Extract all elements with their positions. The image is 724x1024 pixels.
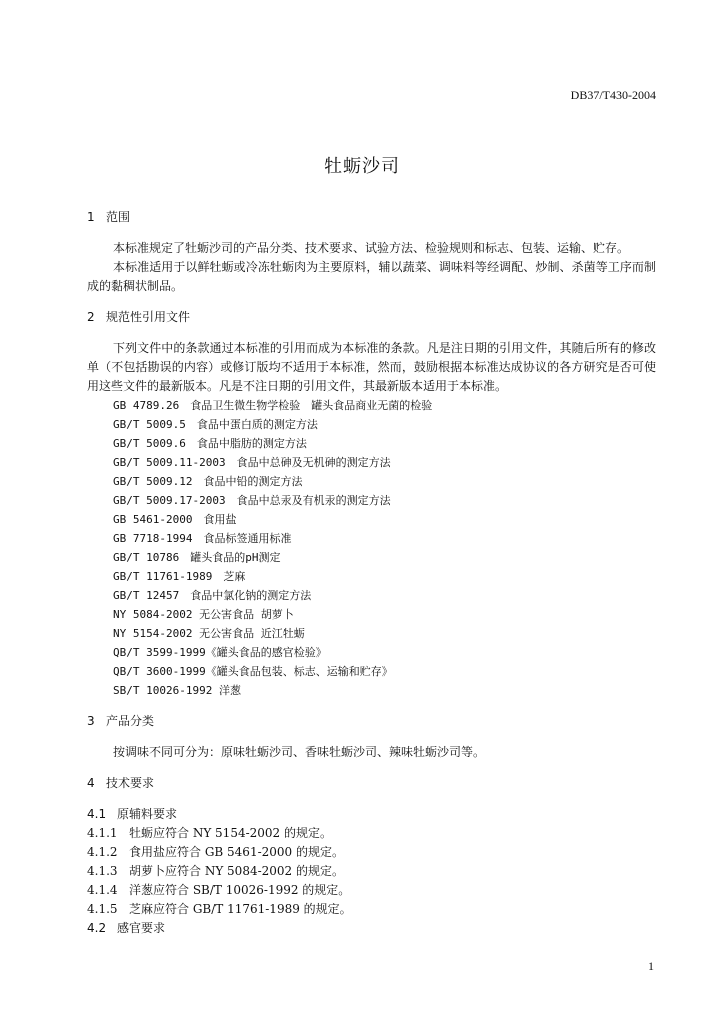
reference-item: GB/T 10786 罐头食品的pH测定 xyxy=(113,551,281,564)
reference-item: GB/T 5009.5 食品中蛋白质的测定方法 xyxy=(113,418,318,431)
paragraph: 下列文件中的条款通过本标准的引用而成为本标准的条款。凡是注日期的引用文件，其随后所有的修改单（不包括勘误的内容）或修订版均不适用于本标准，然而，鼓励根据本标准达成协议的各方研究是否可使用这些文件的最新版本。凡是不注日期的引用文件，其最新版本适用于本标准。 xyxy=(87,341,656,393)
clause-item xyxy=(87,900,656,919)
section-number: 4 xyxy=(87,776,95,790)
clause-number: 4.1.5 xyxy=(87,902,118,916)
subsection-number: 4.1 xyxy=(87,807,107,821)
paragraph: 按调味不同可分为：原味牡蛎沙司、香味牡蛎沙司、辣味牡蛎沙司等。 xyxy=(113,745,486,759)
subsection-4-2-heading xyxy=(87,919,656,938)
section-title: 范围 xyxy=(106,210,131,224)
clause-text: 洋葱应符合 SB/T 10026-1992 的规定。 xyxy=(129,883,351,897)
page-number: 1 xyxy=(648,959,654,973)
reference-item: SB/T 10026-1992 洋葱 xyxy=(113,684,241,697)
clause-text: 牡蛎应符合 NY 5154-2002 的规定。 xyxy=(129,826,332,840)
section-3-heading xyxy=(87,712,656,731)
section-1-heading xyxy=(87,208,656,227)
document-body xyxy=(87,208,656,938)
section-title: 产品分类 xyxy=(106,714,155,728)
section-number: 2 xyxy=(87,310,95,324)
reference-item: GB 5461-2000 食用盐 xyxy=(113,513,237,526)
clause-text: 芝麻应符合 GB/T 11761-1989 的规定。 xyxy=(129,902,352,916)
subsection-title: 感官要求 xyxy=(117,921,166,935)
reference-item: GB/T 11761-1989 芝麻 xyxy=(113,570,246,583)
clause-text: 胡萝卜应符合 NY 5084-2002 的规定。 xyxy=(129,864,344,878)
paragraph: 本标准适用于以鲜牡蛎或冷冻牡蛎肉为主要原料，辅以蔬菜、调味料等经调配、炒制、杀菌等工序而制成的黏稠状制品。 xyxy=(87,260,656,293)
section-title: 技术要求 xyxy=(106,776,155,790)
reference-item: GB/T 5009.17-2003 食品中总汞及有机汞的测定方法 xyxy=(113,494,391,507)
clause-text: 食用盐应符合 GB 5461-2000 的规定。 xyxy=(129,845,344,859)
paragraph: 本标准规定了牡蛎沙司的产品分类、技术要求、试验方法、检验规则和标志、包装、运输、贮存。 xyxy=(113,241,630,255)
reference-item: GB/T 5009.12 食品中铅的测定方法 xyxy=(113,475,303,488)
clause-number: 4.1.1 xyxy=(87,826,118,840)
reference-item: GB 7718-1994 食品标签通用标准 xyxy=(113,532,292,545)
clause-item xyxy=(87,824,656,843)
clause-item xyxy=(87,862,656,881)
standard-code: DB37/T430-2004 xyxy=(570,88,656,102)
reference-item: GB/T 5009.6 食品中脂肪的测定方法 xyxy=(113,437,307,450)
section-number: 1 xyxy=(87,210,95,224)
subsection-title: 原辅料要求 xyxy=(117,807,178,821)
subsection-4-1-heading xyxy=(87,805,656,824)
clause-item xyxy=(87,881,656,900)
section-2-heading xyxy=(87,308,656,327)
reference-item: GB 4789.26 食品卫生微生物学检验 罐头食品商业无菌的检验 xyxy=(113,399,433,412)
subsection-number: 4.2 xyxy=(87,921,107,935)
reference-item: NY 5154-2002 无公害食品 近江牡蛎 xyxy=(113,627,305,640)
clause-number: 4.1.2 xyxy=(87,845,118,859)
page-title: 牡蛎沙司 xyxy=(324,156,400,177)
section-4-heading xyxy=(87,774,656,793)
clause-item xyxy=(87,843,656,862)
reference-item: NY 5084-2002 无公害食品 胡萝卜 xyxy=(113,608,294,621)
reference-item: GB/T 5009.11-2003 食品中总砷及无机砷的测定方法 xyxy=(113,456,391,469)
section-title: 规范性引用文件 xyxy=(106,310,191,324)
reference-item: QB/T 3599-1999《罐头食品的感官检验》 xyxy=(113,646,327,659)
clause-number: 4.1.3 xyxy=(87,864,118,878)
section-number: 3 xyxy=(87,714,95,728)
reference-item: QB/T 3600-1999《罐头食品包装、标志、运输和贮存》 xyxy=(113,665,393,678)
reference-item: GB/T 12457 食品中氯化钠的测定方法 xyxy=(113,589,312,602)
clause-number: 4.1.4 xyxy=(87,883,118,897)
